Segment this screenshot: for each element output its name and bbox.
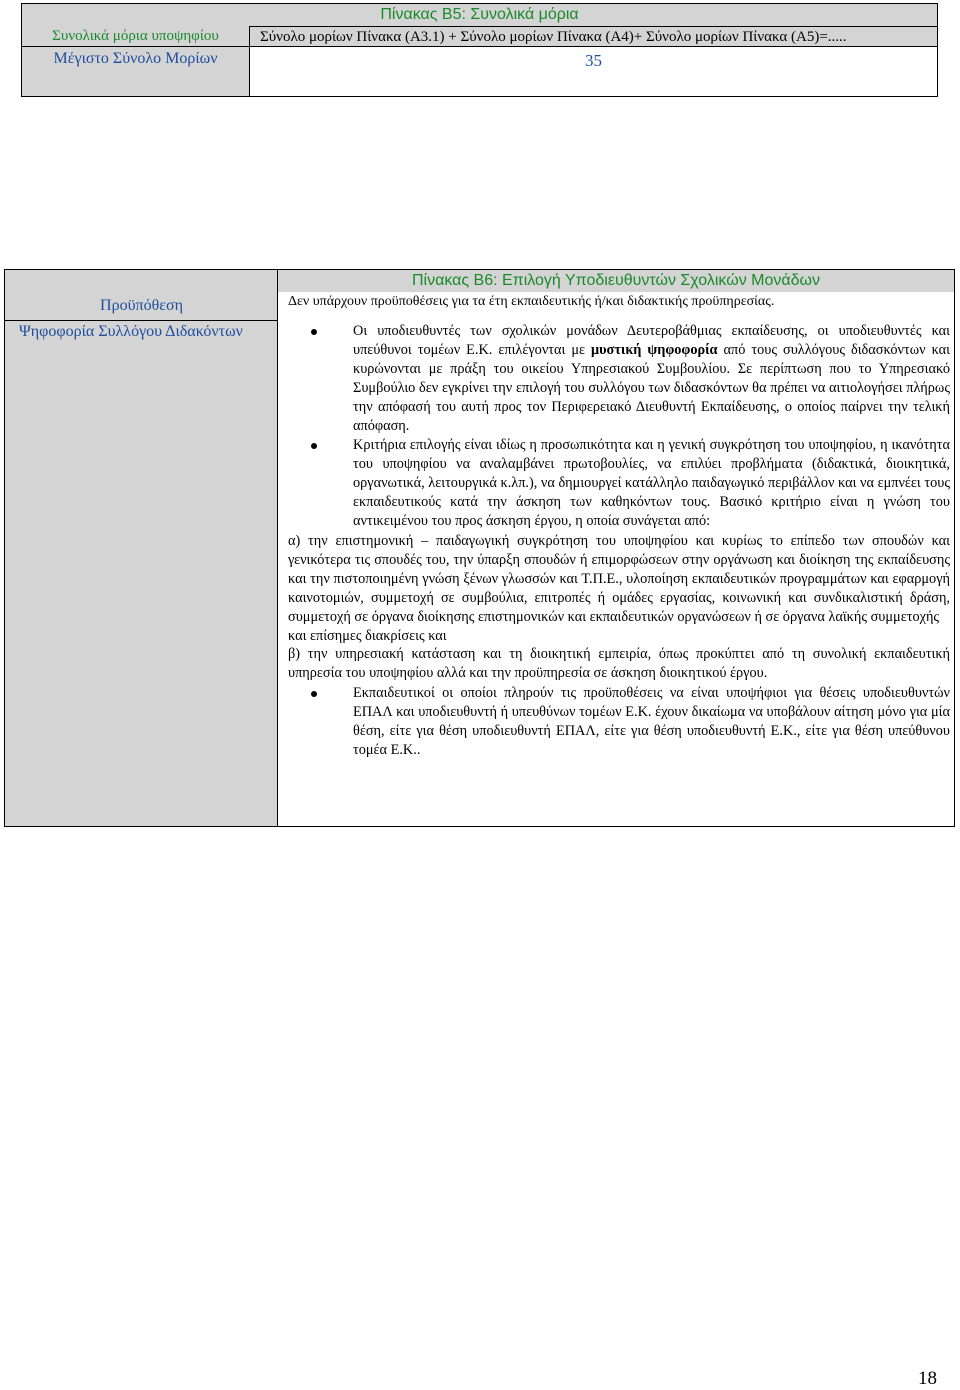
bullet1-bold: μυστική ψηφοφορία (591, 341, 718, 358)
bullet1-text-part2: από τους συλλόγους διδασκόντων και κυρώνονται με πράξη του οικείου Υπηρεσιακού Συμβουλίου. Σε περίπτωση που το Υπηρεσιακό Συμβούλιο δεν εγκρίνει την επιλογή του συλλόγου των διδασκόντων θα πρέπει να αιτιολογήσει πλήρως την απόφασή του αυτή προς τον Περιφερειακό Διευθυντή Εκπαίδευσης, ο οποίος παίρνει την τελική απόφαση. (353, 341, 951, 434)
table-b5-title: Πίνακας Β5: Συνολικά μόρια (380, 6, 579, 23)
prerequisite-label: Προϋπόθεση (100, 297, 183, 314)
max-total-label: Μέγιστο Σύνολο Μορίων (22, 46, 250, 96)
table-b5 (21, 3, 938, 97)
bullet2-text: Κριτήρια επιλογής είναι ιδίως η προσωπικότητα και η γενική συγκρότηση του υποψηφίου, η ικανότητα του υποψηφίου να αναλαμβάνει πρωτοβουλίες, να επιλύει προβλήματα (διδακτικά, διοικητικά, οργανωτικά, λειτουργικά κ.λπ.), να δημιουργεί κατάλληλο παιδαγωγικό περιβάλλον και να εμπνέει τους εκπαιδευτικούς κατά την άσκηση των καθηκόντων τους. Βασικό κριτήριο είναι η γνώση του αντικειμένου του προς άσκηση έργου, η οποία συνάγεται από: (353, 437, 950, 530)
vote-label: Ψηφοφορία Συλλόγου Διδακόντων (19, 323, 243, 340)
paragraph-a-end: και επίσημες διακρίσεις και (288, 627, 447, 644)
bullet-icon (311, 691, 317, 697)
list-item (288, 436, 950, 531)
paragraph-b: β) την υπηρεσιακή κατάσταση και τη διοικητική εμπειρία, όπως προκύπτει από τη συνολική εκπαιδευτική υπηρεσία του υποψηφίου αλλά και την προϋπηρεσία σε άσκηση διοικητικού έργου. (288, 646, 950, 682)
max-total-value: 35 (250, 46, 937, 96)
candidate-total-label: Συνολικά μόρια υποψηφίου (22, 26, 250, 46)
page-number: 18 (918, 1368, 937, 1389)
candidate-total-formula: Σύνολο μορίων Πίνακα (Α3.1) + Σύνολο μορίων Πίνακα (Α4)+ Σύνολο μορίων Πίνακα (Α5)=..... (250, 26, 937, 46)
paragraph-a: α) την επιστημονική – παιδαγωγική συγκρότηση του υποψηφίου και κυρίως το επίπεδο των σπουδών και γενικότερα τις σπουδές του, την ύπαρξη σπουδών ή επιμορφώσεων στην οργάνωση και διοίκηση της εκπαίδευσης και την πιστοποιημένη γνώση ξένων γλωσσών και Τ.Π.Ε., υλοποίηση εκπαιδευτικών προγραμμάτων και εφαρμογή καινοτομιών, συμμετοχή σε συμβούλια, επιτροπές ή ομάδες εργασίας, κοινωνική και συνδικαλιστική δράση, συμμετοχή σε όργανα διοίκησης επιστημονικών και εκπαιδευτικών οργανώσεων ή σε όργανα λαϊκής συμμετοχής (288, 532, 950, 625)
table-b6-label-column (5, 270, 278, 826)
bullet1-text-part1: Οι υποδιευθυντές των σχολικών μονάδων Δευτεροβάθμιας εκπαίδευσης, οι υποδιευθυντές και υπεύθυνοι τομέων Ε.Κ. επιλέγονται με (353, 323, 950, 358)
bullet3-text: Εκπαιδευτικοί οι οποίοι πληρούν τις προϋποθέσεις να είναι υποψήφιοι για θέσεις υποδιευθυντών ΕΠΑΛ και υποδιευθυντή ή υπευθύνων τομέων Ε.Κ. έχουν δικαίωμα να υποβάλουν αίτηση μόνο για μία θέση, είτε για θέση υποδιευθυντή ΕΠΑΛ, είτε για θέση υποδιευθυντή Ε.Κ., είτε για θέση υπεύθυνου τομέα Ε.Κ.. (353, 685, 950, 758)
list-item (288, 322, 950, 435)
table-b6-content (288, 322, 950, 760)
table-b6-title: Πίνακας Β6: Επιλογή Υποδιευθυντών Σχολικών Μονάδων (278, 270, 954, 292)
bullet-icon (311, 329, 317, 335)
prerequisite-text: Δεν υπάρχουν προϋποθέσεις για τα έτη εκπαιδευτικής ή/και διδακτικής προϋπηρεσίας. (278, 292, 954, 316)
table-b6 (4, 269, 955, 827)
label-divider (5, 320, 278, 321)
bullet-icon (311, 443, 317, 449)
list-item (288, 684, 950, 760)
